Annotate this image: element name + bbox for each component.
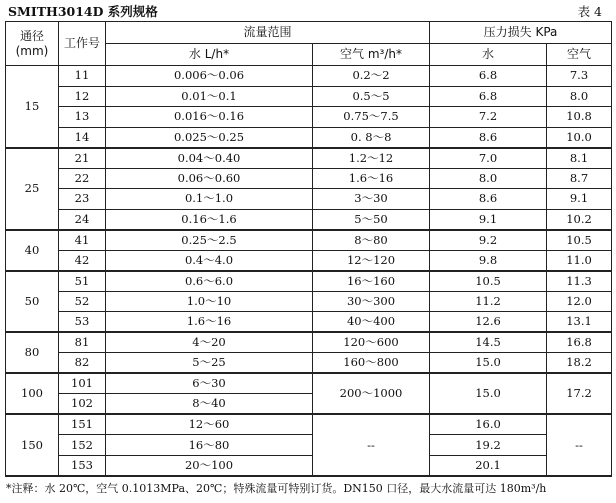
table-row (6, 209, 612, 230)
air-flow-cell: 8～80 (313, 230, 430, 251)
loss-water-cell: 14.5 (430, 332, 547, 353)
air-flow-cell: 200～1000 (313, 373, 430, 414)
air-flow-cell: 0.75～7.5 (313, 107, 430, 128)
air-flow-cell: 40～400 (313, 312, 430, 333)
air-flow-cell: 0. 8～8 (313, 127, 430, 148)
code-cell: 152 (59, 435, 106, 456)
water-flow-cell: 0.06～0.60 (106, 168, 313, 189)
table-row (6, 271, 612, 292)
code-cell: 13 (59, 107, 106, 128)
table-row (6, 107, 612, 128)
loss-water-cell: 9.8 (430, 250, 547, 271)
table-row (6, 353, 612, 374)
bore-cell: 40 (6, 230, 59, 271)
loss-water-cell: 19.2 (430, 435, 547, 456)
loss-water-cell: 8.0 (430, 168, 547, 189)
code-cell: 22 (59, 168, 106, 189)
water-flow-cell: 0.016～0.16 (106, 107, 313, 128)
header-code: 工作号 (59, 22, 106, 66)
table-row (6, 230, 612, 251)
loss-air-cell: 8.7 (547, 168, 612, 189)
water-flow-cell: 12～60 (106, 414, 313, 435)
loss-air-cell: 16.8 (547, 332, 612, 353)
code-cell: 42 (59, 250, 106, 271)
header-water-flow: 水 L/h* (106, 44, 313, 66)
code-cell: 24 (59, 209, 106, 230)
air-flow-cell: 1.2～12 (313, 148, 430, 169)
loss-air-cell: -- (547, 414, 612, 476)
loss-water-cell: 20.1 (430, 455, 547, 476)
code-cell: 53 (59, 312, 106, 333)
water-flow-cell: 1.0～10 (106, 291, 313, 312)
header-bore-unit: (mm) (15, 43, 49, 58)
loss-air-cell: 10.8 (547, 107, 612, 128)
loss-air-cell: 8.0 (547, 86, 612, 107)
loss-air-cell: 11.3 (547, 271, 612, 292)
table-row (6, 373, 612, 394)
loss-water-cell: 8.6 (430, 189, 547, 210)
air-flow-cell: 30～300 (313, 291, 430, 312)
loss-air-cell: 10.2 (547, 209, 612, 230)
spec-table (5, 21, 612, 477)
water-flow-cell: 0.01～0.1 (106, 86, 313, 107)
table-row (6, 168, 612, 189)
code-cell: 82 (59, 353, 106, 374)
table-row (6, 414, 612, 435)
code-cell: 14 (59, 127, 106, 148)
bore-cell: 80 (6, 332, 59, 373)
air-flow-cell: 1.6～16 (313, 168, 430, 189)
water-flow-cell: 6～30 (106, 373, 313, 394)
table-row (6, 455, 612, 476)
code-cell: 102 (59, 394, 106, 415)
header-flow-range: 流量范围 (106, 22, 430, 44)
table-row (6, 66, 612, 87)
header-loss-air: 空气 (547, 44, 612, 66)
water-flow-cell: 16～80 (106, 435, 313, 456)
loss-water-cell: 12.6 (430, 312, 547, 333)
loss-water-cell: 8.6 (430, 127, 547, 148)
bore-cell: 25 (6, 148, 59, 230)
table-title: SMITH3014D 系列规格 (8, 4, 158, 19)
table-row (6, 148, 612, 169)
code-cell: 81 (59, 332, 106, 353)
air-flow-cell: 12～120 (313, 250, 430, 271)
loss-air-cell: 10.5 (547, 230, 612, 251)
loss-water-cell: 15.0 (430, 373, 547, 414)
water-flow-cell: 0.006～0.06 (106, 66, 313, 87)
code-cell: 12 (59, 86, 106, 107)
table-row (6, 332, 612, 353)
water-flow-cell: 0.4～4.0 (106, 250, 313, 271)
loss-water-cell: 7.2 (430, 107, 547, 128)
air-flow-cell: 0.5～5 (313, 86, 430, 107)
loss-water-cell: 10.5 (430, 271, 547, 292)
code-cell: 23 (59, 189, 106, 210)
table-row (6, 189, 612, 210)
water-flow-cell: 4～20 (106, 332, 313, 353)
bore-cell: 150 (6, 414, 59, 476)
table-number: 表 4 (577, 4, 602, 19)
code-cell: 101 (59, 373, 106, 394)
table-row (6, 435, 612, 456)
air-flow-cell: 160～800 (313, 353, 430, 374)
water-flow-cell: 8～40 (106, 394, 313, 415)
loss-air-cell: 7.3 (547, 66, 612, 87)
table-row (6, 291, 612, 312)
water-flow-cell: 0.6～6.0 (106, 271, 313, 292)
water-flow-cell: 0.16～1.6 (106, 209, 313, 230)
air-flow-cell: 5～50 (313, 209, 430, 230)
bore-cell: 100 (6, 373, 59, 414)
loss-water-cell: 9.2 (430, 230, 547, 251)
code-cell: 153 (59, 455, 106, 476)
water-flow-cell: 0.1～1.0 (106, 189, 313, 210)
code-cell: 21 (59, 148, 106, 169)
air-flow-cell: 3～30 (313, 189, 430, 210)
loss-air-cell: 13.1 (547, 312, 612, 333)
loss-water-cell: 11.2 (430, 291, 547, 312)
bore-cell: 15 (6, 66, 59, 148)
loss-air-cell: 17.2 (547, 373, 612, 414)
air-flow-cell: 120～600 (313, 332, 430, 353)
loss-water-cell: 7.0 (430, 148, 547, 169)
water-flow-cell: 0.04～0.40 (106, 148, 313, 169)
table-caption (8, 4, 608, 20)
table-row (6, 127, 612, 148)
water-flow-cell: 20～100 (106, 455, 313, 476)
loss-water-cell: 6.8 (430, 66, 547, 87)
water-flow-cell: 0.025～0.25 (106, 127, 313, 148)
spec-table-body (6, 66, 612, 477)
loss-water-cell: 16.0 (430, 414, 547, 435)
air-flow-cell: 16～160 (313, 271, 430, 292)
code-cell: 11 (59, 66, 106, 87)
loss-air-cell: 11.0 (547, 250, 612, 271)
water-flow-cell: 0.25～2.5 (106, 230, 313, 251)
code-cell: 41 (59, 230, 106, 251)
water-flow-cell: 1.6～16 (106, 312, 313, 333)
loss-water-cell: 6.8 (430, 86, 547, 107)
footnote: *注释：水 20℃，空气 0.1013MPa、20℃；特殊流量可特别订货。DN150 口径，最大水流量可达 180m³/h (6, 482, 547, 495)
header-bore (6, 22, 59, 66)
loss-water-cell: 9.1 (430, 209, 547, 230)
loss-air-cell: 12.0 (547, 291, 612, 312)
header-air-flow: 空气 m³/h* (313, 44, 430, 66)
code-cell: 51 (59, 271, 106, 292)
loss-air-cell: 9.1 (547, 189, 612, 210)
table-row (6, 250, 612, 271)
loss-water-cell: 15.0 (430, 353, 547, 374)
air-flow-cell: 0.2～2 (313, 66, 430, 87)
code-cell: 151 (59, 414, 106, 435)
air-flow-cell: -- (313, 414, 430, 476)
header-bore-label: 通径 (19, 28, 44, 43)
code-cell: 52 (59, 291, 106, 312)
loss-air-cell: 18.2 (547, 353, 612, 374)
table-row (6, 86, 612, 107)
table-row (6, 312, 612, 333)
loss-air-cell: 8.1 (547, 148, 612, 169)
bore-cell: 50 (6, 271, 59, 333)
header-pressure-loss: 压力损失 KPa (430, 22, 612, 44)
water-flow-cell: 5～25 (106, 353, 313, 374)
loss-air-cell: 10.0 (547, 127, 612, 148)
header-loss-water: 水 (430, 44, 547, 66)
